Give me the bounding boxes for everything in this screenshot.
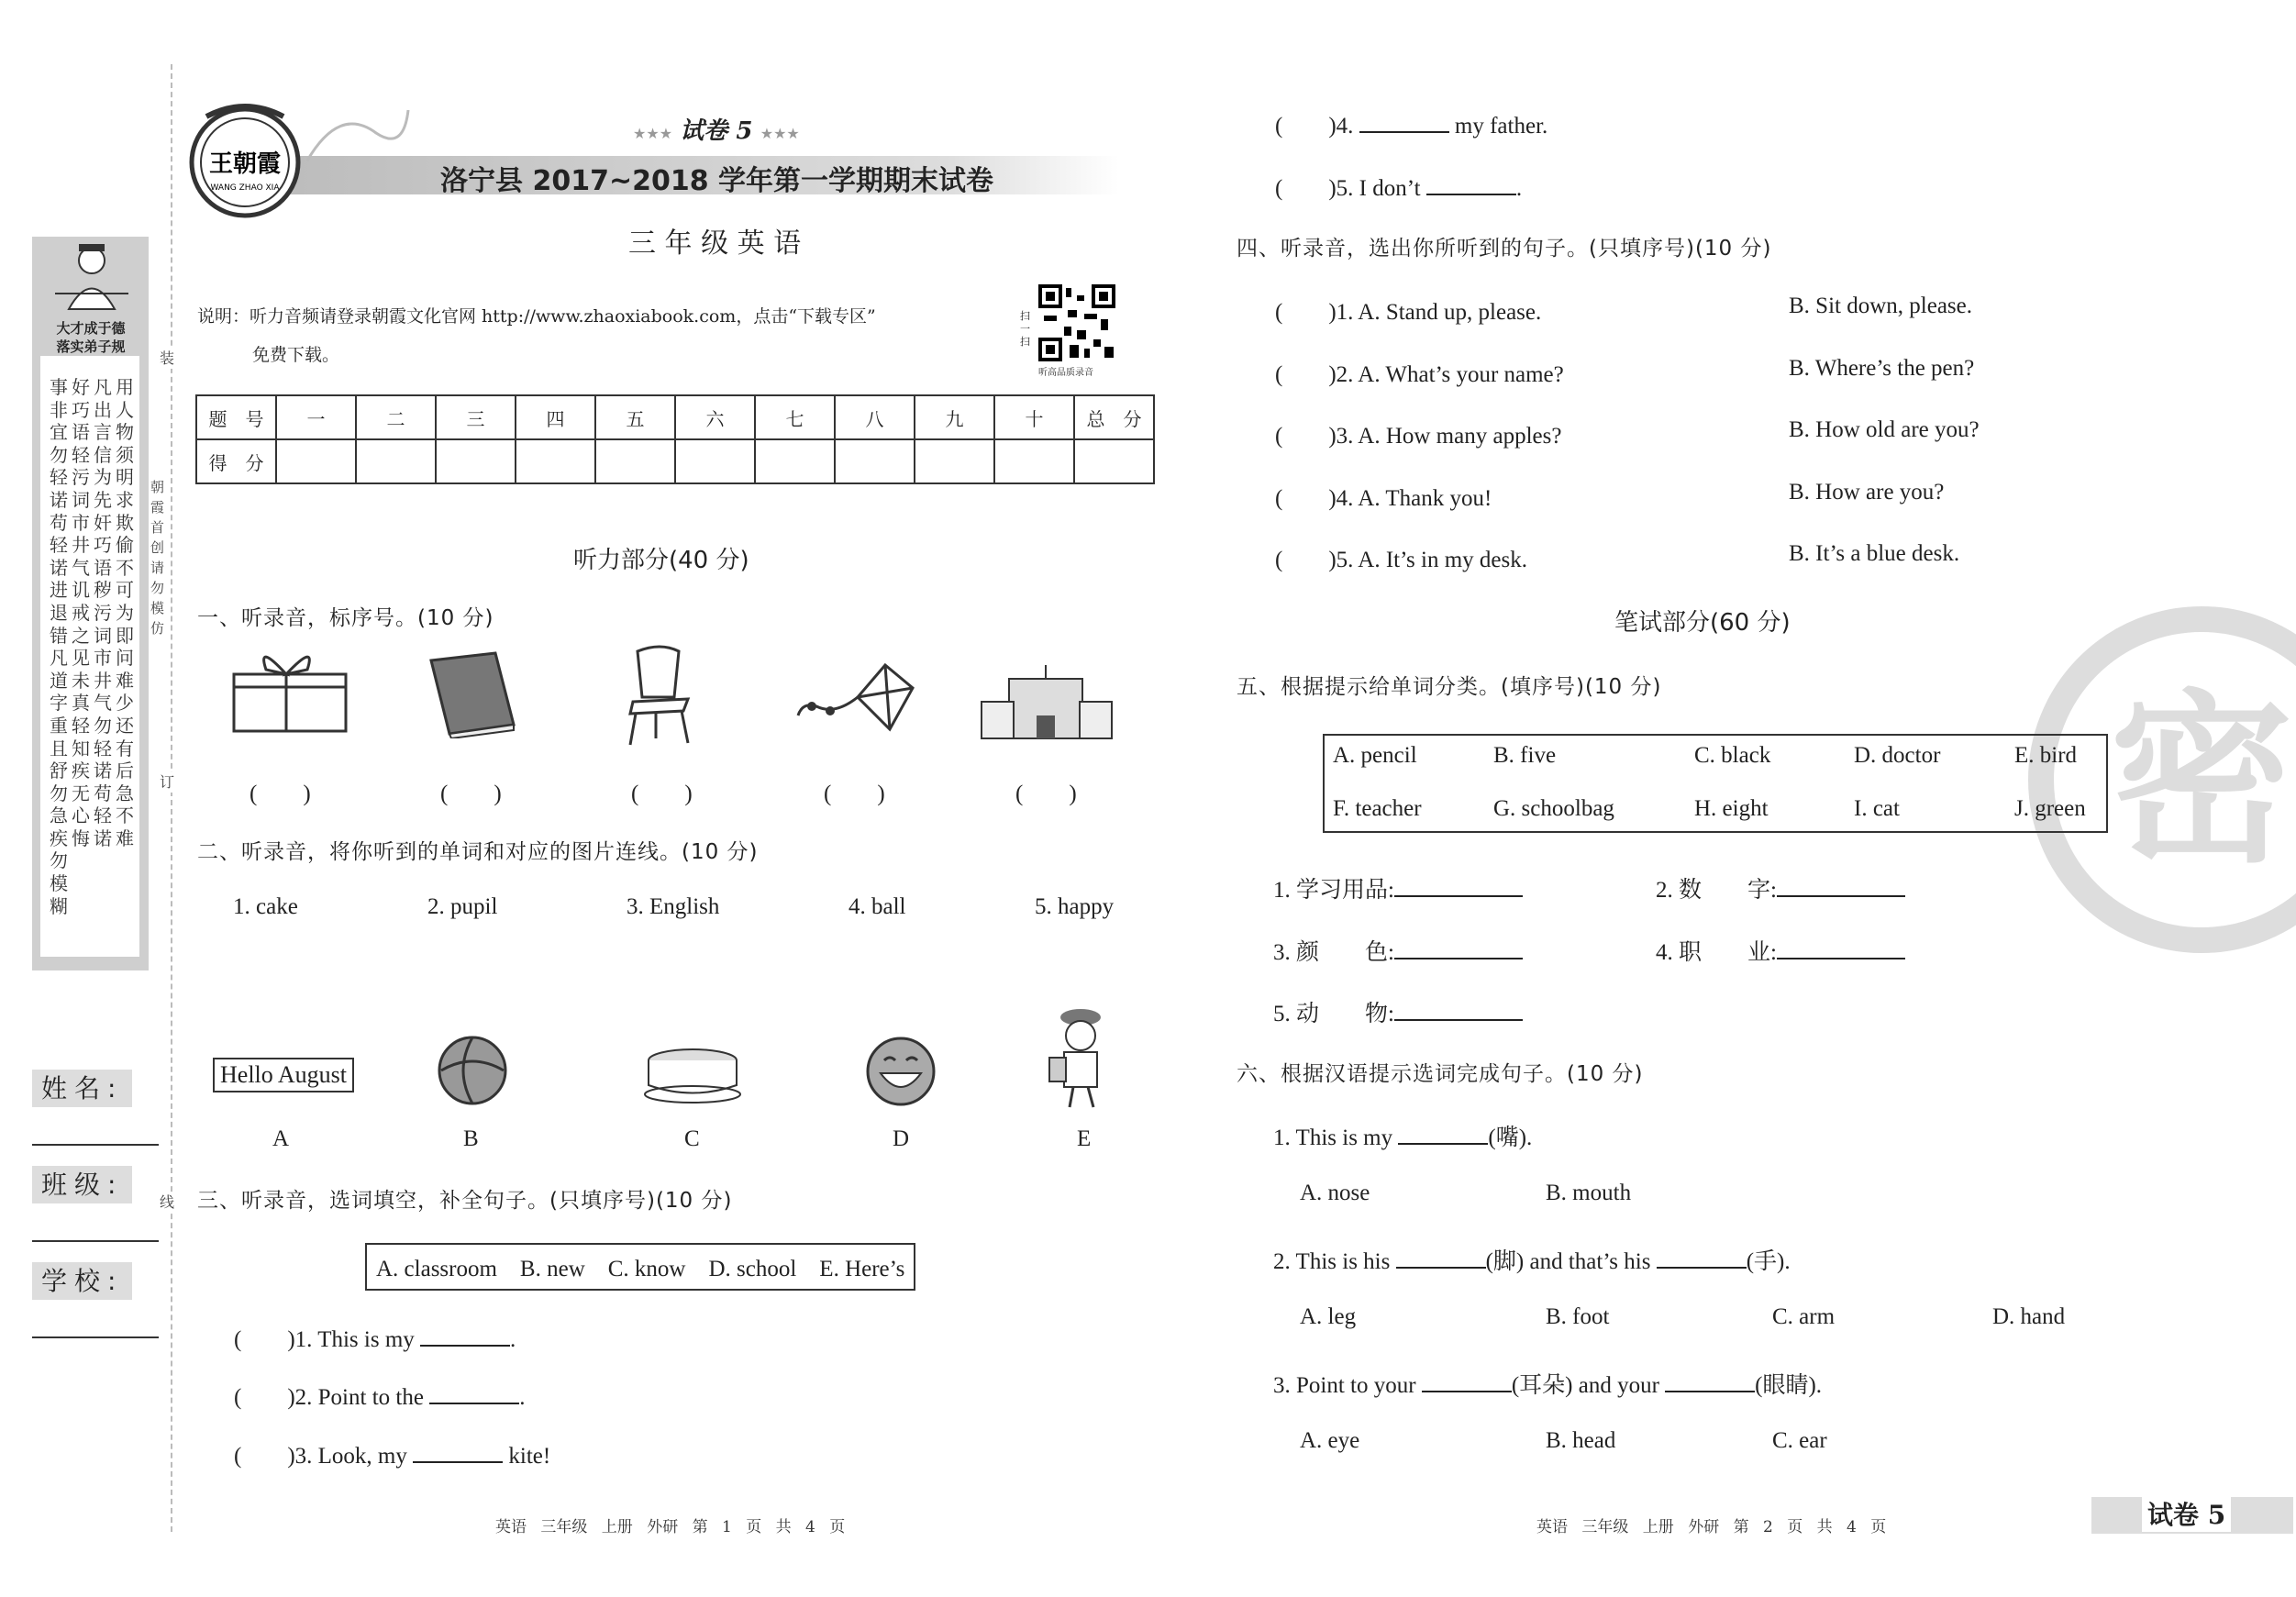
section-3-title: 三、听录音，选词填空，补全句子。(只填序号)(10 分) bbox=[197, 1189, 733, 1213]
qr-caption: 听高品质录音 bbox=[1038, 368, 1093, 378]
binding-strip bbox=[0, 0, 175, 1597]
category-1: 1. 学习用品: bbox=[1273, 871, 1523, 904]
hello-august-sign: Hello August bbox=[213, 1058, 354, 1092]
sentence-choice-b: B. How old are you? bbox=[1789, 417, 1980, 442]
sentence-choice-b: B. It’s a blue desk. bbox=[1789, 541, 1960, 566]
watermark-text: 密 bbox=[2109, 674, 2294, 888]
word-option: G. schoolbag bbox=[1493, 796, 1614, 821]
exam-title: 洛宁县 2017~2018 学年第一学期期末试卷 bbox=[440, 165, 994, 197]
score-head: 总 分 bbox=[1074, 395, 1154, 439]
word-option: J. green bbox=[2014, 796, 2086, 821]
sentence-choice-b: B. Where’s the pen? bbox=[1789, 356, 1975, 381]
question-6-2: 2. This is his (脚) and that’s his (手). bbox=[1273, 1249, 1791, 1274]
question-3-4: ( )4. my father. bbox=[1275, 114, 1548, 139]
logo-text: 王朝霞 bbox=[208, 150, 282, 178]
question-3-2: ( )2. Point to the . bbox=[234, 1385, 526, 1410]
score-head: 三 bbox=[436, 395, 516, 439]
score-table bbox=[195, 394, 1155, 484]
score-head: 二 bbox=[356, 395, 436, 439]
option: C. arm bbox=[1772, 1304, 1836, 1329]
question-6-1: 1. This is my (嘴). bbox=[1273, 1126, 1533, 1150]
word-option: H. eight bbox=[1694, 796, 1769, 821]
option: B. head bbox=[1546, 1428, 1616, 1453]
chair-icon bbox=[619, 642, 702, 748]
score-cell[interactable] bbox=[516, 439, 595, 483]
score-head: 七 bbox=[755, 395, 835, 439]
score-row-values bbox=[196, 439, 1154, 483]
side-word-zhuang: 装 bbox=[160, 349, 178, 369]
answer-blank[interactable] bbox=[420, 1345, 510, 1347]
answer-paren-2[interactable]: ( ) bbox=[440, 782, 502, 806]
school-line[interactable] bbox=[32, 1335, 159, 1338]
score-cell[interactable] bbox=[1074, 439, 1154, 483]
answer-blank[interactable] bbox=[1777, 958, 1905, 959]
cake-icon bbox=[642, 1044, 743, 1103]
word-option: D. doctor bbox=[1854, 743, 1941, 768]
word-option: I. cat bbox=[1854, 796, 1900, 821]
word-option: E. bird bbox=[2014, 743, 2078, 768]
category-2: 2. 数 字: bbox=[1656, 871, 1905, 904]
option: A. eye bbox=[1300, 1428, 1360, 1453]
paper-label: ★★★ 试卷 5 ★★★ bbox=[633, 117, 800, 145]
class-line[interactable] bbox=[32, 1238, 159, 1242]
question-6-3: 3. Point to your (耳朵) and your (眼睛). bbox=[1273, 1373, 1823, 1398]
score-head: 一 bbox=[276, 395, 356, 439]
sentence-choice: ( )1. A. Stand up, please. bbox=[1275, 300, 1542, 325]
maxim-col-4: 用人物须明求欺偷不可为即问难少还有后急不难 bbox=[116, 376, 134, 849]
match-word: 5. happy bbox=[1035, 894, 1115, 919]
section-6-title: 六、根据汉语提示选词完成句子。(10 分) bbox=[1237, 1062, 1644, 1086]
answer-blank[interactable] bbox=[429, 1403, 519, 1404]
maxim-col-3: 凡出言信为先奸巧语秽污词市井气勿轻诺苟轻诺 bbox=[94, 376, 112, 849]
question-3-5: ( )5. I don’t . bbox=[1275, 176, 1523, 201]
score-cell[interactable] bbox=[276, 439, 356, 483]
pic-letter-b: B bbox=[463, 1126, 479, 1151]
answer-blank[interactable] bbox=[413, 1461, 503, 1463]
score-cell[interactable] bbox=[755, 439, 835, 483]
option: D. hand bbox=[1992, 1304, 2066, 1329]
name-label: 姓名: bbox=[32, 1069, 132, 1105]
answer-blank[interactable] bbox=[1665, 1391, 1755, 1392]
side-word-copyright: 朝霞首创 请勿模仿 bbox=[150, 477, 169, 638]
score-head: 五 bbox=[595, 395, 675, 439]
qr-side-text: 扫一扫 bbox=[1020, 310, 1030, 348]
answer-paren-3[interactable]: ( ) bbox=[631, 782, 693, 806]
listening-heading: 听力部分(40 分) bbox=[573, 547, 749, 574]
maxim-col-2: 好巧语轻污词市井气讥戒之见未真轻知疾无心悔 bbox=[72, 376, 90, 849]
audio-note-2: 免费下载。 bbox=[252, 345, 340, 365]
pic-letter-c: C bbox=[684, 1126, 700, 1151]
logo-icon bbox=[179, 96, 316, 225]
answer-paren-5[interactable]: ( ) bbox=[1015, 782, 1077, 806]
audio-note: 说明：听力音频请登录朝霞文化官网 http://www.zhaoxiabook.com，点击“下载专区” bbox=[197, 306, 876, 327]
maxim-text bbox=[40, 356, 139, 957]
answer-blank[interactable] bbox=[1426, 194, 1516, 195]
kite-icon bbox=[793, 660, 917, 738]
class-label: 班级: bbox=[32, 1165, 132, 1202]
answer-paren-4[interactable]: ( ) bbox=[824, 782, 885, 806]
sentence-choice-b: B. How are you? bbox=[1789, 480, 1945, 505]
score-cell[interactable] bbox=[436, 439, 516, 483]
score-head: 六 bbox=[675, 395, 755, 439]
match-word: 2. pupil bbox=[427, 894, 498, 919]
sentence-choice-b: B. Sit down, please. bbox=[1789, 294, 1972, 318]
ribbon-decor-icon bbox=[303, 96, 413, 170]
section-1-title: 一、听录音，标序号。(10 分) bbox=[197, 606, 494, 630]
answer-blank[interactable] bbox=[1359, 131, 1449, 133]
score-cell[interactable] bbox=[675, 439, 755, 483]
match-word: 4. ball bbox=[849, 894, 906, 919]
answer-blank[interactable] bbox=[1394, 895, 1523, 897]
option: C. ear bbox=[1772, 1428, 1827, 1453]
answer-blank[interactable] bbox=[1394, 1019, 1523, 1021]
section-2-title: 二、听录音，将你听到的单词和对应的图片连线。(10 分) bbox=[197, 840, 759, 864]
school-building-icon bbox=[977, 665, 1115, 743]
score-cell[interactable] bbox=[915, 439, 994, 483]
qr-code-icon[interactable] bbox=[1037, 283, 1119, 363]
school-label: 学校: bbox=[32, 1261, 132, 1298]
scholar-icon bbox=[50, 240, 133, 316]
match-word: 1. cake bbox=[233, 894, 298, 919]
paper-badge: 试卷 5 bbox=[2142, 1495, 2231, 1532]
answer-blank[interactable] bbox=[1777, 895, 1905, 897]
sentence-choice: ( )3. A. How many apples? bbox=[1275, 424, 1562, 449]
answer-blank[interactable] bbox=[1396, 1267, 1486, 1269]
option: B. mouth bbox=[1546, 1181, 1632, 1205]
score-cell[interactable] bbox=[835, 439, 915, 483]
side-word-ding: 订 bbox=[160, 772, 178, 793]
option: A. nose bbox=[1300, 1181, 1370, 1205]
pic-letter-d: D bbox=[893, 1126, 910, 1151]
score-cell[interactable] bbox=[994, 439, 1074, 483]
footer-page-1: 英语 三年级 上册 外研 第 1 页 共 4 页 bbox=[495, 1518, 846, 1536]
match-word: 3. English bbox=[627, 894, 720, 919]
score-cell[interactable] bbox=[356, 439, 436, 483]
subject-title: 三 年 级 英 语 bbox=[628, 227, 802, 260]
smiley-face-icon bbox=[864, 1035, 937, 1108]
option: B. foot bbox=[1546, 1304, 1610, 1329]
score-label: 得 分 bbox=[196, 439, 276, 483]
score-head: 题 号 bbox=[196, 395, 276, 439]
option: A. leg bbox=[1300, 1304, 1357, 1329]
section-5-title: 五、根据提示给单词分类。(填序号)(10 分) bbox=[1237, 675, 1662, 699]
answer-blank[interactable] bbox=[1422, 1391, 1512, 1392]
score-cell[interactable] bbox=[595, 439, 675, 483]
name-line[interactable] bbox=[32, 1142, 159, 1146]
score-head: 八 bbox=[835, 395, 915, 439]
category-3: 3. 颜 色: bbox=[1273, 934, 1523, 967]
word-option: A. pencil bbox=[1333, 743, 1417, 768]
word-option: C. black bbox=[1694, 743, 1771, 768]
score-head: 四 bbox=[516, 395, 595, 439]
cut-line bbox=[171, 64, 172, 1532]
sentence-choice: ( )5. A. It’s in my desk. bbox=[1275, 548, 1527, 572]
section-4-title: 四、听录音，选出你所听到的句子。(只填序号)(10 分) bbox=[1237, 237, 1772, 261]
ball-icon bbox=[436, 1034, 509, 1107]
footer-page-2: 英语 三年级 上册 外研 第 2 页 共 4 页 bbox=[1536, 1518, 1887, 1536]
score-head: 九 bbox=[915, 395, 994, 439]
logo-sub: WANG ZHAO XIA bbox=[210, 183, 280, 193]
question-3-3: ( )3. Look, my kite! bbox=[234, 1444, 551, 1469]
answer-blank[interactable] bbox=[1398, 1143, 1488, 1145]
motto: 大才成于德 落实弟子规 bbox=[56, 320, 126, 355]
answer-paren-1[interactable]: ( ) bbox=[250, 782, 311, 806]
question-3-1: ( )1. This is my . bbox=[234, 1327, 516, 1352]
score-head: 十 bbox=[994, 395, 1074, 439]
answer-blank[interactable] bbox=[1657, 1267, 1747, 1269]
pic-letter-e: E bbox=[1077, 1126, 1092, 1151]
answer-blank[interactable] bbox=[1394, 958, 1523, 959]
score-row-header bbox=[196, 395, 1154, 439]
sentence-choice: ( )2. A. What’s your name? bbox=[1275, 362, 1564, 387]
book-icon bbox=[422, 651, 518, 738]
written-heading: 笔试部分(60 分) bbox=[1614, 609, 1791, 637]
side-word-xian: 线 bbox=[160, 1192, 178, 1213]
pic-letter-a: A bbox=[272, 1126, 290, 1151]
pupil-icon bbox=[1046, 1004, 1115, 1110]
category-4: 4. 职 业: bbox=[1656, 934, 1905, 967]
gift-box-icon bbox=[229, 647, 353, 738]
word-option: F. teacher bbox=[1333, 796, 1422, 821]
sentence-choice: ( )4. A. Thank you! bbox=[1275, 486, 1492, 511]
maxim-col-1: 事非宜勿轻诺苟轻诺进退错凡道字重且舒勿急疾勿模糊 bbox=[50, 376, 68, 917]
word-option: B. five bbox=[1493, 743, 1557, 768]
category-5: 5. 动 物: bbox=[1273, 995, 1523, 1028]
word-options-box: A. classroom B. new C. know D. school E. Here’s bbox=[365, 1243, 915, 1291]
